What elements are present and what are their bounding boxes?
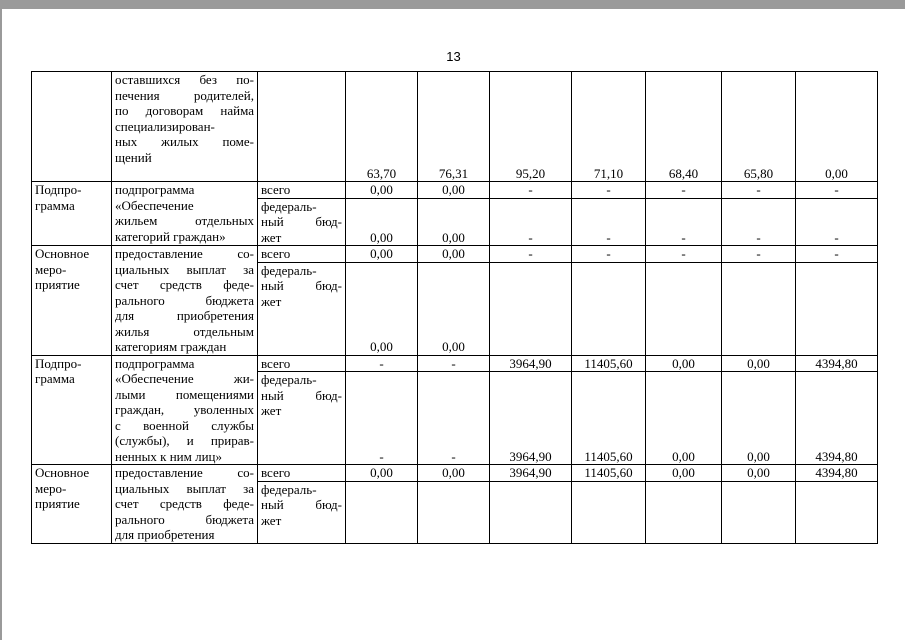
value-cell: 4394,80: [796, 465, 878, 482]
cell-line: категориям граждан: [115, 339, 227, 354]
value-cell: -: [646, 182, 722, 199]
value-cell: -: [722, 246, 796, 263]
value-cell: [490, 481, 572, 543]
cell-line: федераль-: [261, 262, 317, 278]
cell-line: федераль-: [261, 481, 317, 497]
document-page: [2, 9, 905, 640]
name-cell: [112, 182, 258, 246]
source-label-total: всего: [258, 182, 346, 199]
cell-line: федераль-: [261, 198, 317, 214]
cell-line: рального бюджета: [115, 511, 254, 527]
value-cell: 63,70: [346, 72, 418, 182]
cell-line: подпрограмма: [115, 182, 195, 197]
cell-line: по договорам найма: [115, 103, 254, 118]
cell-line: ный бюд-: [261, 497, 342, 513]
cell-line: жет: [261, 512, 282, 528]
cell-line: предоставление со-: [115, 465, 254, 480]
value-cell: 0,00: [722, 465, 796, 482]
value-cell: 11405,60: [572, 465, 646, 482]
value-cell: 0,00: [346, 465, 418, 482]
value-cell: -: [572, 182, 646, 199]
value-cell: -: [490, 246, 572, 263]
cell-line: счет средств феде-: [115, 496, 254, 511]
value-cell: -: [796, 182, 878, 199]
value-cell: -: [796, 198, 878, 246]
status-cell: [32, 355, 112, 465]
cell-line: подпрограмма: [115, 355, 195, 371]
page-number: 13: [446, 49, 461, 64]
value-cell: 0,00: [346, 182, 418, 199]
status-cell: [32, 72, 112, 182]
cell-line: граждан, уволенных: [115, 402, 254, 417]
cell-line: (службы), и прирав-: [115, 433, 254, 448]
value-cell: [572, 481, 646, 543]
cell-line: грамма: [35, 197, 75, 213]
cell-line: Основное: [35, 246, 90, 261]
value-cell: [722, 262, 796, 355]
cell-line: приятие: [35, 496, 80, 511]
value-cell: 76,31: [418, 72, 490, 182]
value-cell: -: [418, 372, 490, 465]
value-cell: 3964,90: [490, 372, 572, 465]
cell-line: меро-: [35, 480, 67, 496]
value-cell: [418, 481, 490, 543]
value-cell: 0,00: [796, 72, 878, 182]
source-label-federal: [258, 262, 346, 355]
cell-line: «Обеспечение жи-: [115, 371, 254, 386]
value-cell: 0,00: [722, 355, 796, 372]
source-cell: [258, 72, 346, 182]
value-cell: 0,00: [346, 262, 418, 355]
cell-line: грамма: [35, 371, 75, 386]
cell-line: жет: [261, 293, 282, 309]
cell-line: Подпро-: [35, 182, 82, 197]
value-cell: -: [572, 198, 646, 246]
cell-line: с военной службы: [115, 417, 254, 433]
cell-line: предоставление со-: [115, 246, 254, 261]
cell-line: «Обеспечение: [115, 197, 194, 213]
value-cell: 4394,80: [796, 355, 878, 372]
value-cell: [796, 262, 878, 355]
value-cell: 0,00: [646, 355, 722, 372]
source-label-total: всего: [258, 355, 346, 372]
value-cell: -: [722, 198, 796, 246]
value-cell: [490, 262, 572, 355]
cell-line: рального бюджета: [115, 292, 254, 308]
value-cell: -: [572, 246, 646, 263]
value-cell: 0,00: [346, 246, 418, 263]
funding-table: [31, 71, 878, 544]
value-cell: 11405,60: [572, 372, 646, 465]
value-cell: 4394,80: [796, 372, 878, 465]
cell-line: циальных выплат за: [115, 480, 254, 496]
source-label-federal: [258, 372, 346, 465]
value-cell: 68,40: [646, 72, 722, 182]
cell-line: федераль-: [261, 372, 317, 388]
cell-line: ный бюд-: [261, 214, 342, 229]
value-cell: -: [646, 198, 722, 246]
value-cell: 0,00: [418, 246, 490, 263]
table-row-total: [32, 355, 878, 372]
value-cell: 65,80: [722, 72, 796, 182]
cell-line: оставшихся без по-: [115, 72, 254, 87]
value-cell: [796, 481, 878, 543]
cell-line: приятие: [35, 277, 80, 292]
name-cell: [112, 355, 258, 465]
name-cell: [112, 246, 258, 356]
value-cell: 0,00: [418, 465, 490, 482]
cell-line: категорий граждан»: [115, 228, 226, 244]
source-label-total: всего: [258, 246, 346, 263]
value-cell: 95,20: [490, 72, 572, 182]
source-label-federal: [258, 481, 346, 543]
value-cell: 0,00: [646, 465, 722, 482]
cell-line: жилья отдельным: [115, 323, 254, 339]
cell-line: ненных к ним лиц»: [115, 448, 222, 464]
value-cell: -: [796, 246, 878, 263]
cell-line: счет средств феде-: [115, 277, 254, 292]
cell-line: специализирован-: [115, 118, 215, 134]
value-cell: 0,00: [646, 372, 722, 465]
source-label-total: всего: [258, 465, 346, 482]
cell-line: Основное: [35, 465, 90, 480]
value-cell: [646, 262, 722, 355]
value-cell: 11405,60: [572, 355, 646, 372]
value-cell: 3964,90: [490, 465, 572, 482]
cell-line: меро-: [35, 261, 67, 277]
value-cell: 0,00: [418, 182, 490, 199]
table-row-total: [32, 246, 878, 263]
cell-line: жет: [261, 403, 282, 419]
name-cell: [112, 465, 258, 544]
value-cell: 0,00: [418, 198, 490, 246]
cell-line: печения родителей,: [115, 87, 254, 103]
cell-line: щений: [115, 149, 152, 165]
value-cell: [346, 481, 418, 543]
cell-line: лыми помещениями: [115, 386, 254, 402]
cell-line: ных жилых поме-: [115, 134, 254, 149]
value-cell: -: [722, 182, 796, 199]
value-cell: 71,10: [572, 72, 646, 182]
value-cell: [722, 481, 796, 543]
value-cell: 0,00: [722, 372, 796, 465]
value-cell: 0,00: [346, 198, 418, 246]
status-cell: [32, 182, 112, 246]
value-cell: [572, 262, 646, 355]
cell-line: ный бюд-: [261, 278, 342, 294]
value-cell: -: [346, 355, 418, 372]
source-label-federal: [258, 198, 346, 246]
value-cell: -: [490, 182, 572, 199]
cell-line: Подпро-: [35, 355, 82, 371]
cell-line: для приобретения: [115, 308, 254, 323]
table-row-total: [32, 182, 878, 199]
value-cell: [646, 481, 722, 543]
table-row: [32, 72, 878, 182]
value-cell: 0,00: [418, 262, 490, 355]
value-cell: 3964,90: [490, 355, 572, 372]
name-cell: [112, 72, 258, 182]
value-cell: -: [418, 355, 490, 372]
cell-line: ный бюд-: [261, 387, 342, 403]
table-body: [32, 72, 878, 544]
table-row-total: [32, 465, 878, 482]
value-cell: -: [490, 198, 572, 246]
cell-line: жильем отдельных: [115, 213, 254, 228]
cell-line: циальных выплат за: [115, 261, 254, 277]
status-cell: [32, 465, 112, 544]
value-cell: -: [346, 372, 418, 465]
cell-line: для приобретения: [115, 527, 215, 542]
value-cell: -: [646, 246, 722, 263]
status-cell: [32, 246, 112, 356]
cell-line: жет: [261, 229, 282, 245]
